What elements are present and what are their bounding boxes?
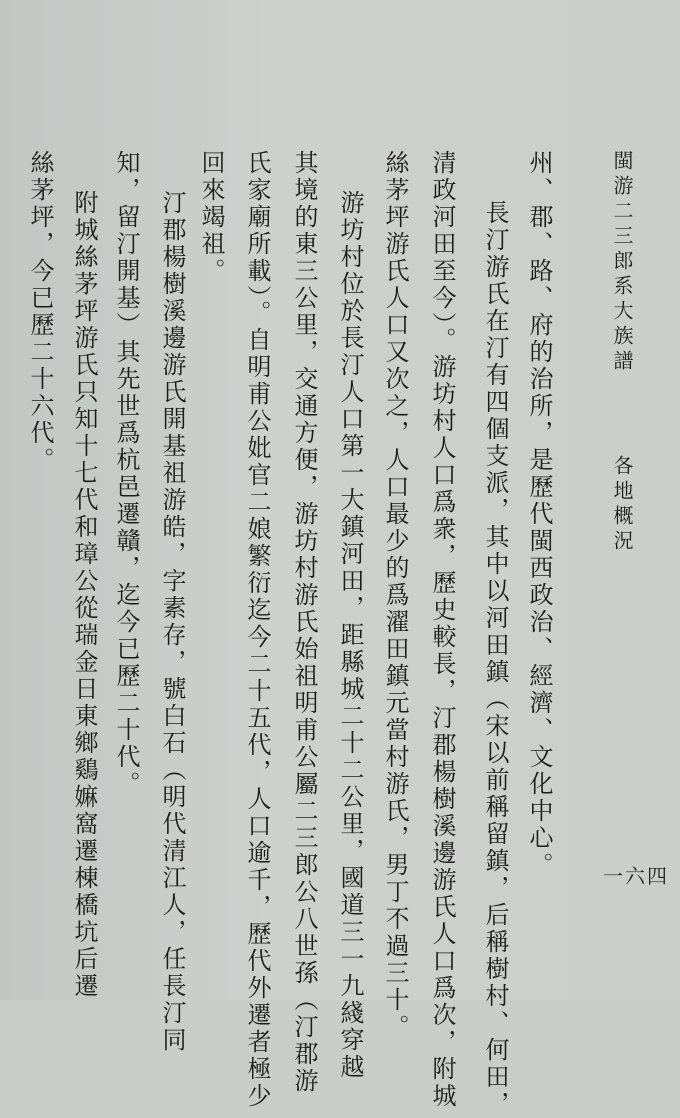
page-number: 一六四 bbox=[603, 864, 669, 888]
text-column: 絲茅坪游氏人口又次之，人口最少的爲濯田鎮元當村游氏，男丁不過三十。 bbox=[381, 150, 409, 1041]
book-title: 閩游二三郎系大族譜 bbox=[610, 150, 634, 375]
text-column: 游坊村位於長汀人口第一大鎮河田，距縣城二十二公里，國道三一九綫穿越 bbox=[336, 190, 364, 1081]
text-column: 其境的東三公里，交通方便，游坊村游氏始祖明甫公屬二三郎公八世孫（汀郡游 bbox=[290, 150, 318, 1095]
text-column: 知，留汀開基）其先世爲杭邑遷贛，迄今已歷二十代。 bbox=[112, 150, 140, 798]
text-column: 長汀游氏在汀有四個支派，其中以河田鎮（宋以前稱留鎮，后稱樹村、何田， bbox=[481, 200, 509, 1118]
text-column: 州、郡、路、府的治所，是歷代閩西政治、經濟、文化中心。 bbox=[525, 150, 553, 879]
text-column: 回來竭祖。 bbox=[197, 150, 225, 285]
text-column: 附城絲茅坪游氏只知十七代和璋公從瑞金日東鄉鷄嫲窩遷棟橋坑后遷 bbox=[70, 190, 98, 1000]
text-column: 汀郡楊樹溪邊游氏開基祖游皓，字素存，號白石（明代清江人，任長汀同 bbox=[158, 190, 186, 1054]
text-column: 清政河田至今）。游坊村人口爲衆，歷史較長，汀郡楊樹溪邊游氏人口爲次，附城 bbox=[428, 150, 456, 1110]
text-column: 氏家廟所載）。自明甫公妣官二娘繁衍迄今二十五代，人口逾千，歷代外遷者極少 bbox=[243, 150, 271, 1110]
text-column: 絲茅坪，今已歷二十六代。 bbox=[26, 150, 54, 474]
section-title: 各地概況 bbox=[610, 455, 634, 555]
